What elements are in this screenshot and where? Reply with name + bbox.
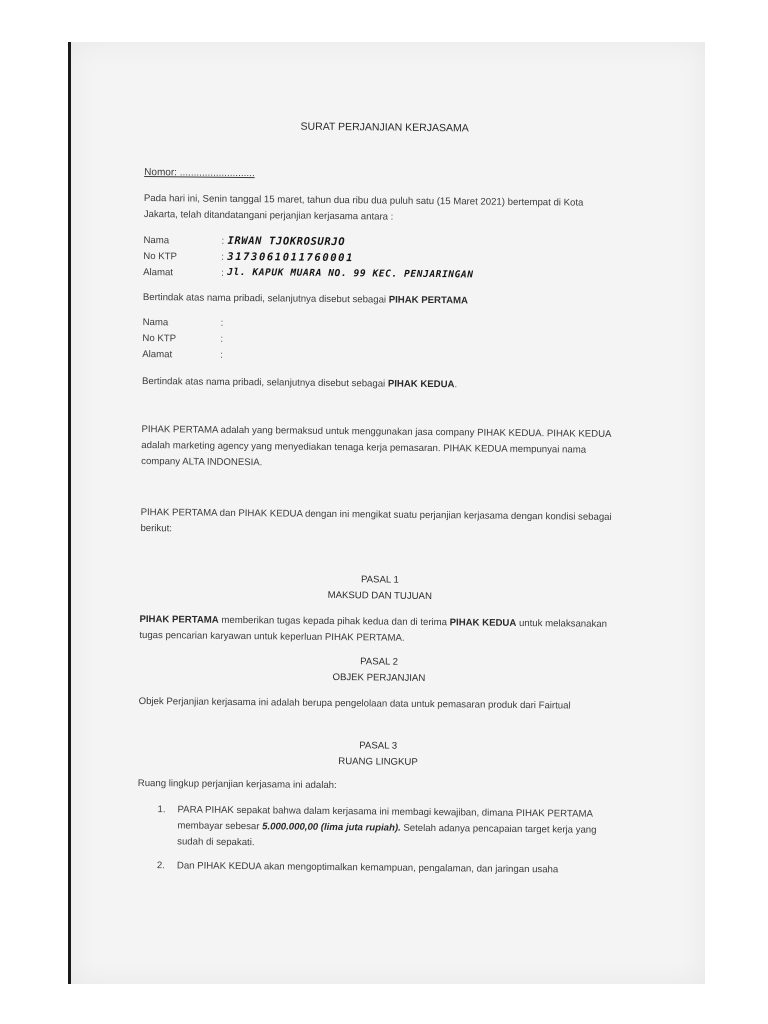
item1-text-b: Setelah adanya pencapaian target kerja yang sudah di sepakati. bbox=[177, 822, 597, 849]
pasal2-subheading: OBJEK PERJANJIAN bbox=[332, 671, 426, 684]
pasal3-intro: Ruang lingkup perjanjian kerjasama ini adalah: bbox=[137, 777, 337, 792]
pasal1-bold-1: PIHAK PERTAMA bbox=[139, 613, 219, 626]
party1-name-label: Nama bbox=[143, 234, 170, 247]
party1-ktp-value: 3173061011760001 bbox=[227, 250, 355, 265]
description-paragraph: PIHAK PERTAMA adalah yang bermaksud untuk menggunakan jasa company PIHAK KEDUA. PIHAK KEDUA adalah marketing agency yang menyediakan tenaga kerja pemasaran. PIHAK KEDUA mempunyai nama company ALTA INDONESIA. bbox=[141, 423, 611, 469]
list-item-number: 1. bbox=[157, 804, 166, 816]
document-title: SURAT PERJANJIAN KERJASAMA bbox=[300, 120, 469, 135]
party2-name-label: Nama bbox=[142, 316, 169, 329]
pasal3-heading: PASAL 3 bbox=[359, 740, 398, 752]
party1-address-label: Alamat bbox=[143, 266, 174, 279]
party1-ktp-label: No KTP bbox=[143, 250, 177, 263]
document-number: Nomor: ........................... bbox=[144, 166, 255, 180]
pasal2-heading: PASAL 2 bbox=[360, 656, 399, 668]
party2-role-suffix: . bbox=[454, 379, 458, 391]
list-item-text: Dan PIHAK KEDUA akan mengoptimalkan kemampuan, pengalaman, dan jaringan usaha bbox=[176, 860, 559, 876]
party1-address-value: Jl. KAPUK MUARA NO. 99 KEC. PENJARINGAN bbox=[227, 266, 474, 281]
pasal1-text-1: memberikan tugas kepada pihak kedua dan di terima bbox=[218, 614, 450, 629]
pasal3-subheading: RUANG LINGKUP bbox=[338, 756, 418, 768]
item1-text-a: PARA PIHAK sepakat bahwa dalam kerjasama ini membagi kewajiban, dimana PIHAK PERTAMA membayar sebesar bbox=[177, 804, 593, 833]
pasal1-text bbox=[139, 612, 611, 649]
list-item-number: 2. bbox=[156, 860, 166, 872]
party2-role-text: Bertindak atas nama pribadi, selanjutnya disebut sebagai bbox=[141, 375, 388, 390]
colon: : bbox=[221, 235, 225, 247]
pasal1-heading: PASAL 1 bbox=[360, 574, 399, 586]
party2-role-bold: PIHAK KEDUA bbox=[387, 378, 455, 391]
party1-name-value: IRWAN TJOKROSURJO bbox=[227, 234, 346, 249]
intro-paragraph: Pada hari ini, Senin tanggal 15 maret, tahun dua ribu dua puluh satu (15 Maret 2021) bertempat di Kota Jakarta, telah ditandatangani perjanjian kerjasama antara : bbox=[143, 192, 584, 223]
item1-amount: 5.000.000,00 (lima juta rupiah). bbox=[262, 821, 401, 834]
party2-ktp-label: No KTP bbox=[142, 332, 177, 345]
list-item-text bbox=[177, 802, 617, 855]
pasal1-bold-2: PIHAK KEDUA bbox=[449, 617, 517, 629]
pasal1-text-2: untuk melaksanakan tugas pencarian karyawan untuk keperluan PIHAK PERTAMA. bbox=[139, 617, 608, 644]
binding-paragraph: PIHAK PERTAMA dan PIHAK KEDUA dengan ini mengikat suatu perjanjian kerjasama dengan kondisi sebagai berikut: bbox=[140, 506, 612, 535]
colon: : bbox=[221, 251, 225, 263]
pasal1-subheading: MAKSUD DAN TUJUAN bbox=[327, 589, 432, 603]
colon: : bbox=[220, 317, 224, 329]
party1-role-bold: PIHAK PERTAMA bbox=[388, 294, 469, 307]
colon: : bbox=[220, 333, 224, 345]
party1-role-text: Bertindak atas nama pribadi, selanjutnya disebut sebagai bbox=[142, 291, 389, 306]
party2-address-label: Alamat bbox=[142, 348, 173, 361]
pasal2-text: Objek Perjanjian kerjasama ini adalah berupa pengelolaan data untuk pemasaran produk dari Fairtual bbox=[138, 695, 571, 712]
colon: : bbox=[221, 267, 224, 279]
document-content bbox=[137, 0, 626, 876]
colon: : bbox=[220, 349, 224, 361]
